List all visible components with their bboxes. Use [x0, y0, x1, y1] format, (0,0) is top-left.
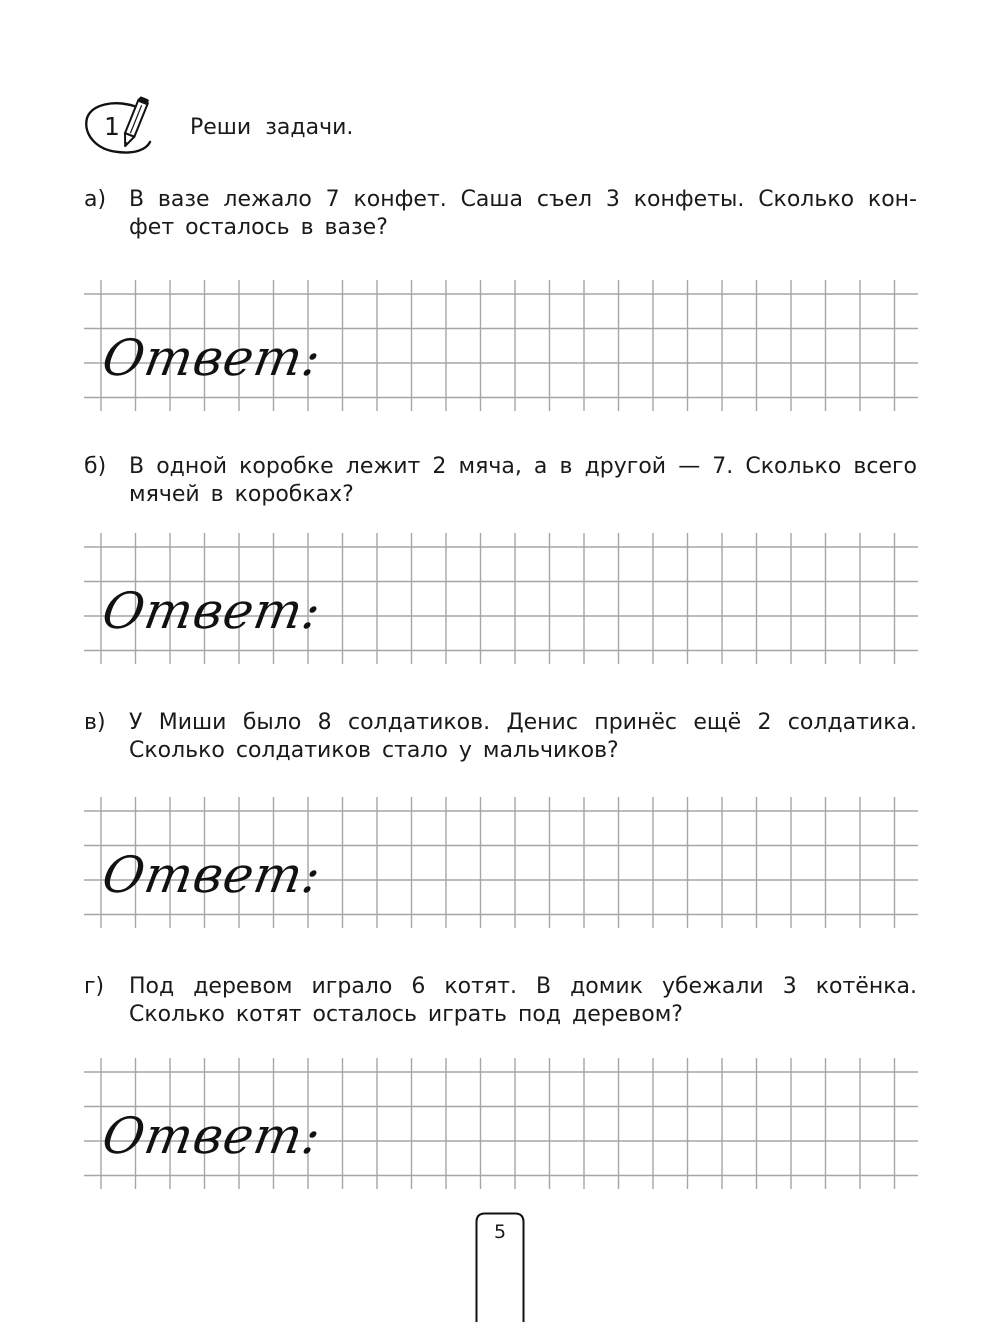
- answer-grid-c[interactable]: [84, 787, 918, 929]
- answer-label: Ответ:: [98, 846, 326, 904]
- problem-letter: г): [84, 974, 105, 999]
- answer-grid-a[interactable]: [84, 270, 918, 412]
- problem-letter: б): [84, 454, 107, 479]
- problem-letter: в): [84, 710, 106, 735]
- answer-grid-d[interactable]: [84, 1048, 918, 1190]
- task-number: 1: [104, 112, 120, 141]
- answer-label: Ответ:: [98, 1107, 326, 1165]
- problem-text: У Миши было 8 солдатиков. Денис принёс ещё 2 солдатика. Сколько солдатиков стало у мальчиков?: [129, 710, 917, 763]
- task-instruction: Реши задачи.: [190, 115, 354, 140]
- page-number: 5: [493, 1221, 507, 1243]
- answer-label: Ответ:: [98, 582, 326, 640]
- problem-letter: а): [84, 187, 107, 212]
- problem-text: В одной коробке лежит 2 мяча, а в другой — 7. Сколько всего мячей в коробках?: [129, 454, 917, 507]
- task-header: [84, 94, 484, 164]
- problem-text: В вазе лежало 7 конфет. Саша съел 3 конфеты. Сколько конфет осталось в вазе?: [129, 187, 917, 240]
- answer-grid-b[interactable]: [84, 523, 918, 665]
- task-number-badge: [84, 94, 164, 160]
- problem-text: Под деревом играло 6 котят. В домик убежали 3 котёнка. Сколько котят осталось играть под деревом?: [129, 974, 917, 1027]
- answer-label: Ответ:: [98, 329, 326, 387]
